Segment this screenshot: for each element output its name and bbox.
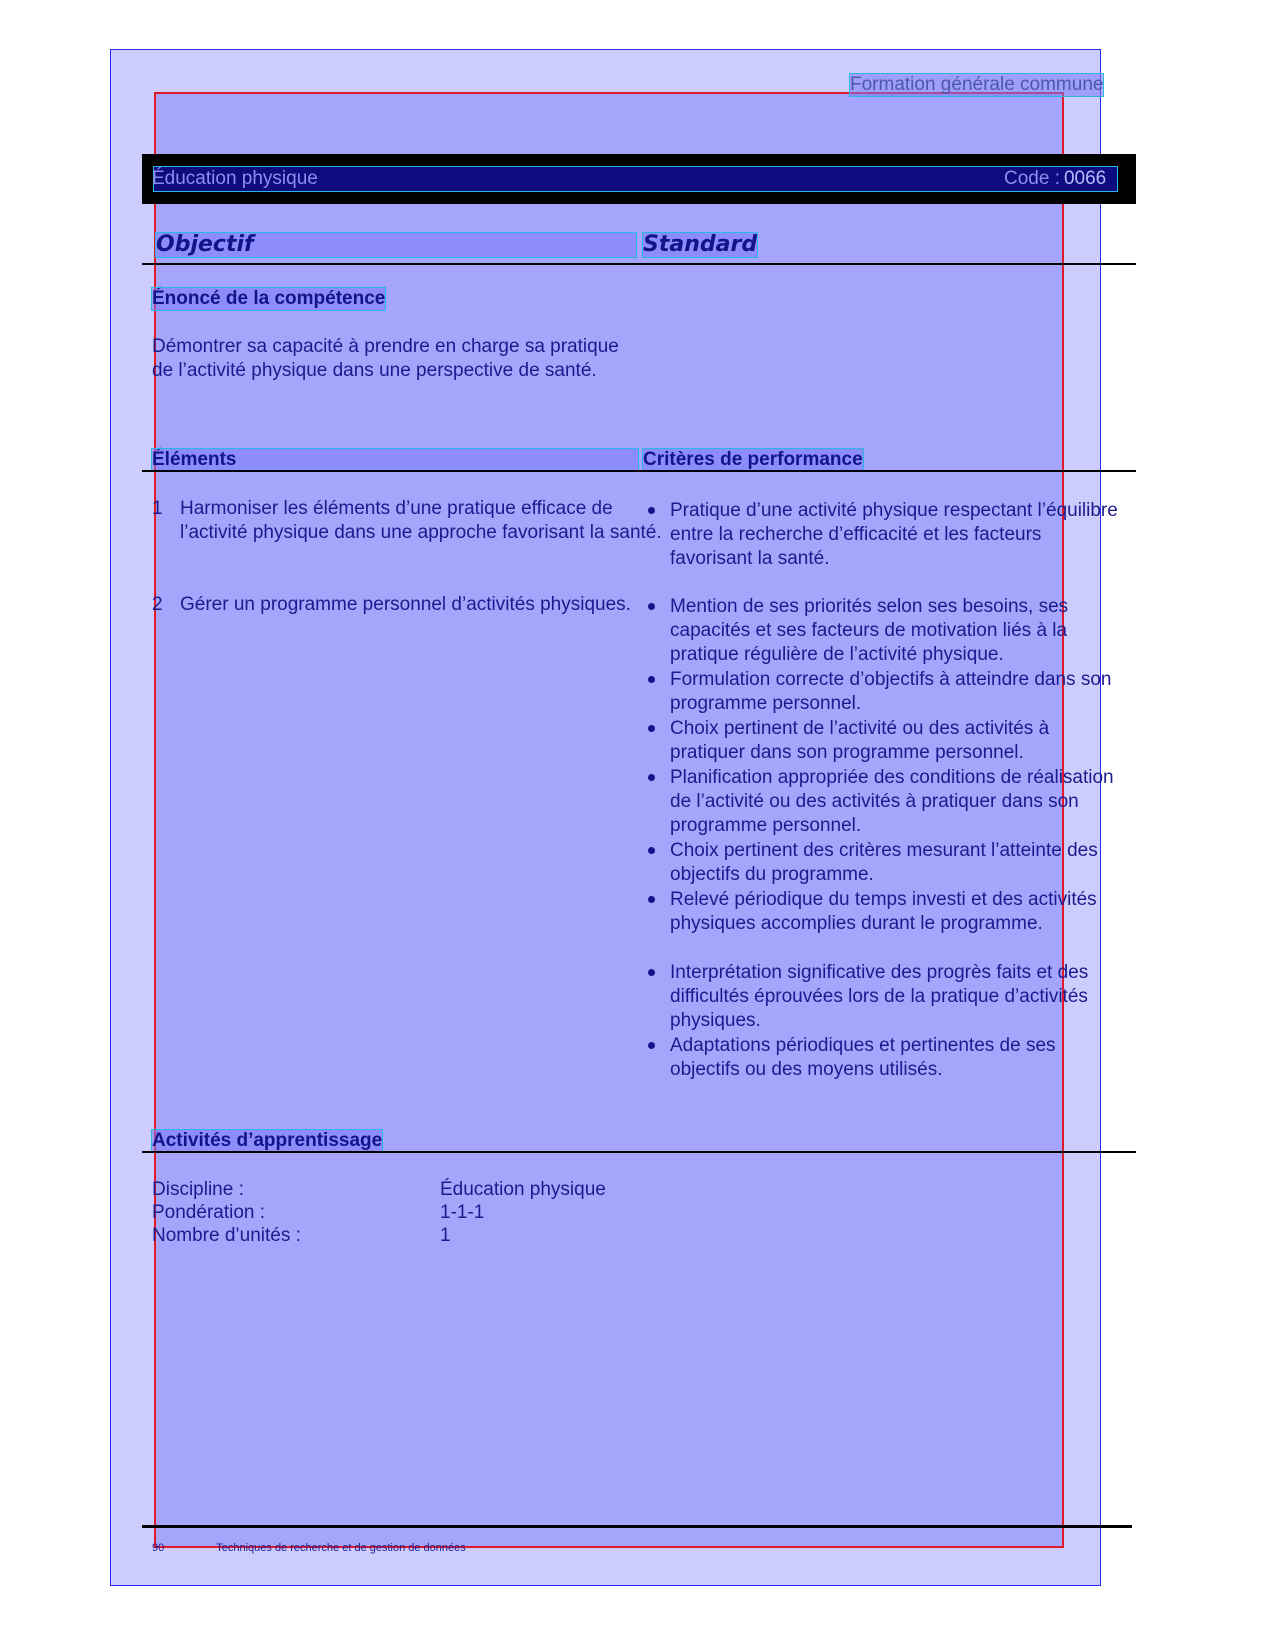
bullet-icon xyxy=(648,896,655,903)
criterion-item xyxy=(648,668,1122,716)
criterion-text: Planification appropriée des conditions de réalisation de l’activité ou des activités à pratiquer dans son programme personnel. xyxy=(670,767,1114,836)
element-text: Gérer un programme personnel d’activités physiques. xyxy=(180,594,631,615)
criterion-text: Formulation correcte d’objectifs à atteindre dans son programme personnel. xyxy=(670,669,1112,714)
page-number: 90 xyxy=(152,1542,165,1554)
weighting-label: Pondération : xyxy=(152,1202,266,1223)
course-code xyxy=(1004,168,1106,190)
criterion-item xyxy=(648,888,1122,936)
header-divider xyxy=(142,263,1136,265)
elements-heading: Éléments xyxy=(152,449,638,471)
footer xyxy=(152,1542,518,1554)
criterion-item xyxy=(648,1034,1122,1082)
program-label: Formation générale commune xyxy=(850,74,1104,95)
bullet-icon xyxy=(648,507,655,514)
discipline-value: Éducation physique xyxy=(440,1179,606,1200)
competency-heading: Énoncé de la compétence xyxy=(152,288,386,309)
element-text: Harmoniser les éléments d’une pratique efficace de l’activité physique dans une approche favorisant la santé. xyxy=(180,498,662,543)
criterion-text: Relevé périodique du temps investi et des activités physiques accomplies durant le programme. xyxy=(670,889,1097,934)
criteria-heading: Critères de performance xyxy=(643,449,863,470)
code-label: Code : xyxy=(1004,168,1060,189)
activities-divider xyxy=(142,1151,1136,1153)
bullet-icon xyxy=(648,725,655,732)
criterion-text: Interprétation significative des progrès faits et des difficultés éprouvées lors de la pratique d’activités physiques. xyxy=(670,962,1089,1031)
activities-heading: Activités d’apprentissage xyxy=(152,1130,383,1151)
element-number: 2 xyxy=(152,594,163,615)
criterion-item xyxy=(648,499,1122,571)
criterion-text: Pratique d’une activité physique respectant l’équilibre entre la recherche d’efficacité et les facteurs favorisant la santé. xyxy=(670,500,1118,569)
criterion-item xyxy=(648,717,1122,765)
bullet-icon xyxy=(648,603,655,610)
elements-divider xyxy=(142,470,1136,472)
criterion-text: Choix pertinent de l’activité ou des activités à pratiquer dans son programme personnel. xyxy=(670,718,1050,763)
units-value: 1 xyxy=(440,1225,451,1246)
footer-divider xyxy=(142,1525,1132,1528)
bullet-icon xyxy=(648,847,655,854)
weighting-value: 1-1-1 xyxy=(440,1202,485,1223)
criterion-text: Choix pertinent des critères mesurant l’atteinte des objectifs du programme. xyxy=(670,840,1098,885)
bullet-icon xyxy=(648,969,655,976)
criterion-item xyxy=(648,595,1122,667)
criterion-item xyxy=(648,839,1122,887)
criterion-text: Mention de ses priorités selon ses besoins, ses capacités et ses facteurs de motivation liés à la pratique régulière de l’activité physique. xyxy=(670,596,1069,665)
footer-program: Techniques de recherche et de gestion de données xyxy=(216,1542,466,1554)
criterion-item xyxy=(648,961,1122,1033)
standard-column-heading: Standard xyxy=(643,232,758,257)
element-number: 1 xyxy=(152,498,163,519)
objective-column-heading: Objectif xyxy=(156,233,636,257)
course-title: Éducation physique xyxy=(152,168,318,189)
criterion-item xyxy=(648,766,1122,838)
units-label: Nombre d’unités : xyxy=(152,1225,301,1246)
code-value: 0066 xyxy=(1063,168,1107,189)
bullet-icon xyxy=(648,774,655,781)
bullet-icon xyxy=(648,676,655,683)
bullet-icon xyxy=(648,1042,655,1049)
criterion-text: Adaptations périodiques et pertinentes de ses objectifs ou des moyens utilisés. xyxy=(670,1035,1056,1080)
discipline-label: Discipline : xyxy=(152,1179,244,1200)
competency-text: Démontrer sa capacité à prendre en charge sa pratique de l’activité physique dans une perspective de santé. xyxy=(152,336,619,381)
